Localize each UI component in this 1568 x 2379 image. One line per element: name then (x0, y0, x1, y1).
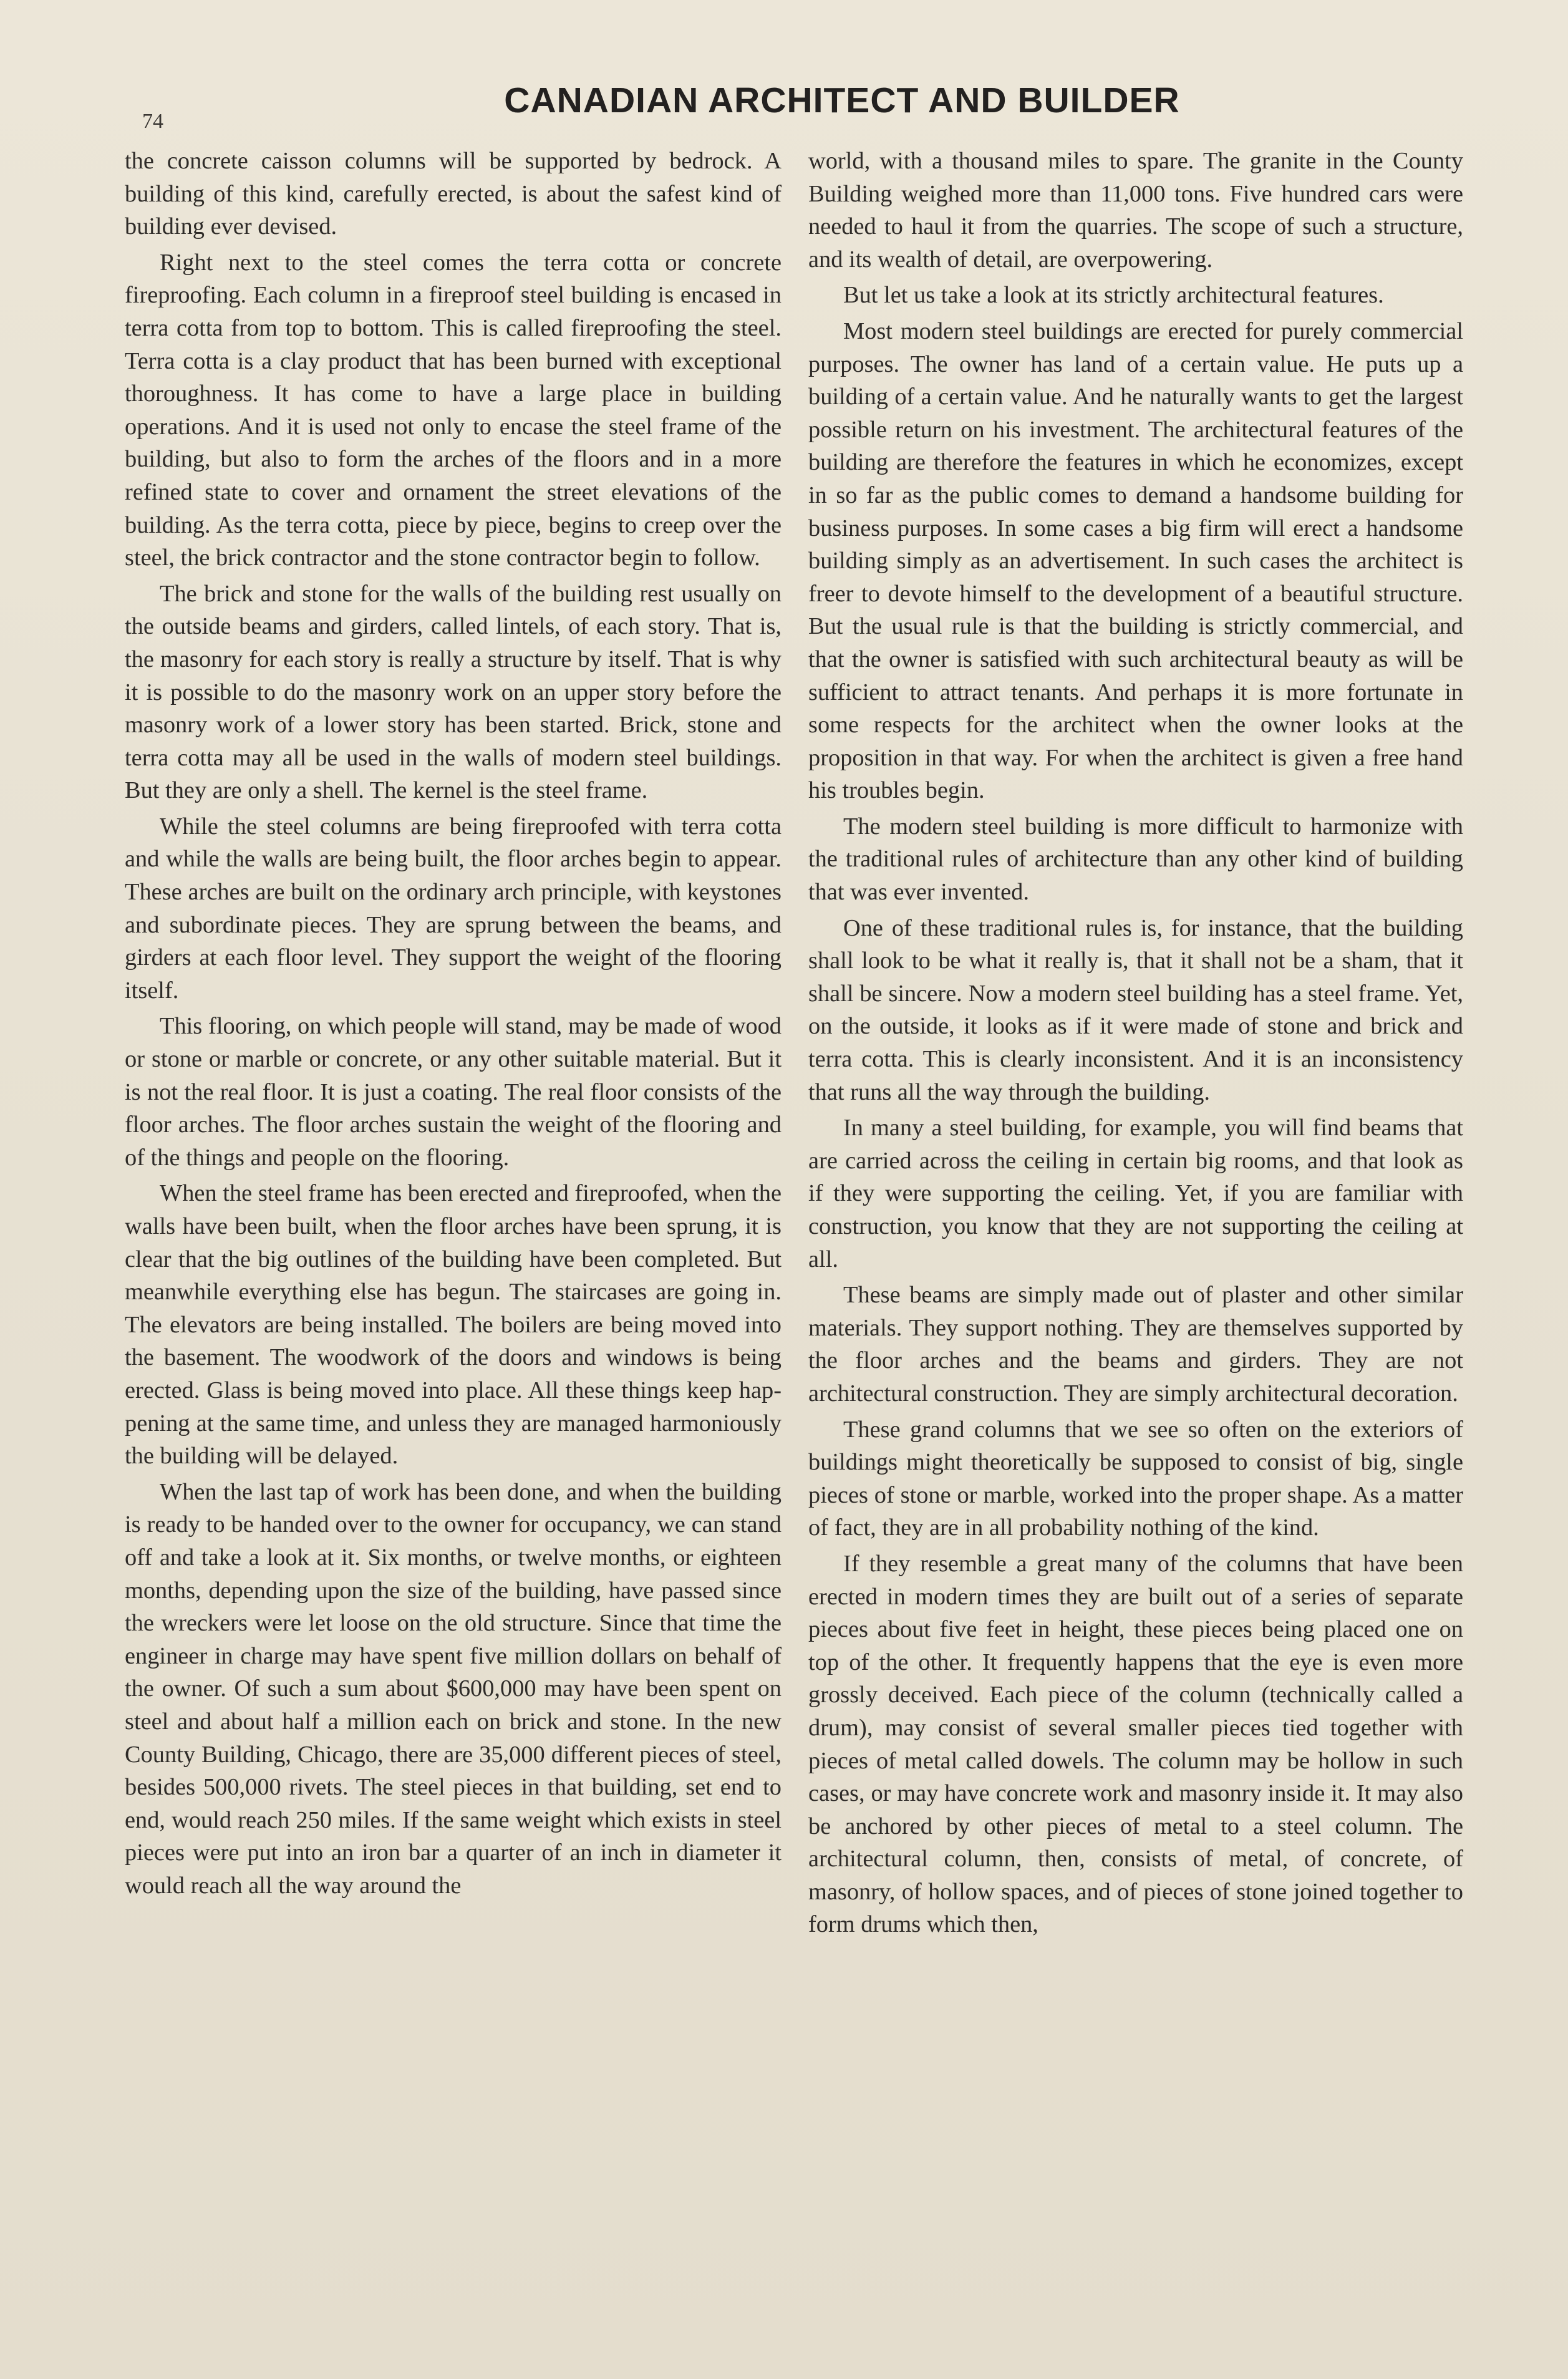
paragraph: These beams are simply made out of plaster and other similar materials. They support nothing. They are themselves supported by the floor arches and the beams and girders. They are not architectural construction. They are simply architectural decoration. (808, 1282, 1463, 1407)
paragraph: Most modern steel buildings are erected for purely commercial purposes. The owner has land of a certain value. He puts up a building of a certain value. And he naturally wants to get the largest possible return on his investment. The architectural features of the building are therefore the features in which he economizes, except in so far as the public comes to demand a handsome building for business purposes. In some cases a big firm will erect a handsome building simply as an advertisement. In such cases the architect is freer to devote himself to the development of a beautiful structure. But the usual rule is that the building is strictly commercial, and that the owner is satisfied with such architectural beauty as will be sufficient to attract tenants. And perhaps it is more fortunate in some respects for the architect when the owner looks at the proposition in that way. For when the architect is given a free hand his troubles begin. (808, 317, 1463, 804)
right-column (808, 145, 1463, 1944)
left-column (125, 145, 782, 1905)
paragraph: The brick and stone for the walls of the building rest usually on the outside beams and girders, called lintels, of each story. That is, the masonry for each story is really a structure by itself. That is why it is possible to do the masonry work on an upper story before the masonry work of a lower story has been started. Brick, stone and terra cotta may all be used in the walls of modern steel buildings. But they are only a shell. The kernel is the steel frame. (125, 580, 782, 804)
paragraph: One of these traditional rules is, for instance, that the building shall look to be what it really is, that it shall not be a sham, that it shall be sincere. Now a modern steel building has a steel frame. Yet, on the outside, it looks as if it were made of stone and brick and terra cotta. This is clearly inconsistent. And it is an inconsistency that runs all the way through the building. (808, 914, 1463, 1105)
paragraph: If they resemble a great many of the columns that have been erected in modern times they are built out of a series of separate pieces about five feet in height, these pieces being placed one on top of the other. It frequently happens that the eye is even more grossly deceived. Each piece of the column (technically called a drum), may consist of several smaller pieces tied together with pieces of metal called dowels. The column may be hollow in such cases, or may have concrete work and masonry inside it. It may also be anchored by other pieces of metal to a steel column. The architectural column, then, consists of metal, of concrete, of masonry, of hollow spaces, and of pieces of stone joined together to form drums which then, (808, 1550, 1463, 1938)
paragraph: When the last tap of work has been done, and when the building is ready to be handed over to the owner for occupancy, we can stand off and take a look at it. Six months, or twelve months, or eighteen months, depending upon the size of the building, have passed since the wreckers were let loose on the old structure. Since that time the engineer in charge may have spent five million dollars on behalf of the owner. Of such a sum about $600,000 may have been spent on steel and about half a million each on brick and stone. In the new County Building, Chicago, there are 35,000 different pieces of steel, besides 500,000 rivets. The steel pieces in that building, set end to end, would reach 250 miles. If the same weight which exists in steel pieces were put into an iron bar a quarter of an inch in diameter it would reach all the way around the (125, 1478, 782, 1899)
page-number: 74 (142, 110, 163, 133)
paragraph: Right next to the steel comes the terra cotta or concrete fireproofing. Each column in a fireproof steel building is encased in terra cotta from top to bottom. This is called fireproofing the steel. Terra cotta is a clay product that has been burned with exceptional thoroughness. It has come to have a large place in building operations. And it is used not only to encase the steel frame of the building, but also to form the arches of the floors and in a more refined state to cover and ornament the street elevations of the building. As the terra cotta, piece by piece, begins to creep over the steel, the brick contractor and the stone contractor begin to follow. (125, 249, 782, 571)
paragraph: The modern steel building is more difficult to harmonize with the traditional rules of architecture than any other kind of building that was ever invented. (808, 813, 1463, 906)
paragraph: But let us take a look at its strictly architectural features. (843, 282, 1384, 309)
paragraph: world, with a thousand miles to spare. The granite in the County Building weighed more than 11,000 tons. Five hundred cars were needed to haul it from the quarries. The scope of such a structure, and its wealth of detail, are overpowering. (808, 148, 1463, 273)
paragraph: When the steel frame has been erected and fireproofed, when the walls have been built, when the floor arches have been sprung, it is clear that the big outlines of the building have been completed. But meanwhile everything else has begun. The staircases are going in. The elevators are being installed. The boilers are being moved into the basement. The woodwork of the doors and windows is being erected. Glass is being moved into place. All these things keep happening at the same time, and unless they are managed harmoniously the building will be delayed. (125, 1180, 782, 1470)
running-head-title: CANADIAN ARCHITECT AND BUILDER (504, 80, 1180, 120)
paragraph: While the steel columns are being fireproofed with terra cotta and while the walls are being built, the floor arches begin to appear. These arches are built on the ordinary arch principle, with keystones and subordinate pieces. They are sprung between the beams, and girders at each floor level. They support the weight of the flooring itself. (125, 813, 782, 1004)
paragraph: This flooring, on which people will stand, may be made of wood or stone or marble or concrete, or any other suitable material. But it is not the real floor. It is just a coating. The real floor consists of the floor arches. The floor arches sustain the weight of the flooring and of the things and people on the flooring. (125, 1013, 782, 1171)
paragraph: These grand columns that we see so often on the exteriors of buildings might theoretically be supposed to consist of big, single pieces of stone or marble, worked into the proper shape. As a matter of fact, they are in all probability nothing of the kind. (808, 1416, 1463, 1541)
paragraph: In many a steel building, for example, you will find beams that are carried across the ceiling in certain big rooms, and that look as if they were supporting the ceiling. Yet, if you are familiar with construction, you know that they are not supporting the ceiling at all. (808, 1115, 1463, 1272)
paragraph: the concrete caisson columns will be supported by bedrock. A building of this kind, carefully erected, is about the safest kind of building ever devised. (125, 148, 782, 240)
